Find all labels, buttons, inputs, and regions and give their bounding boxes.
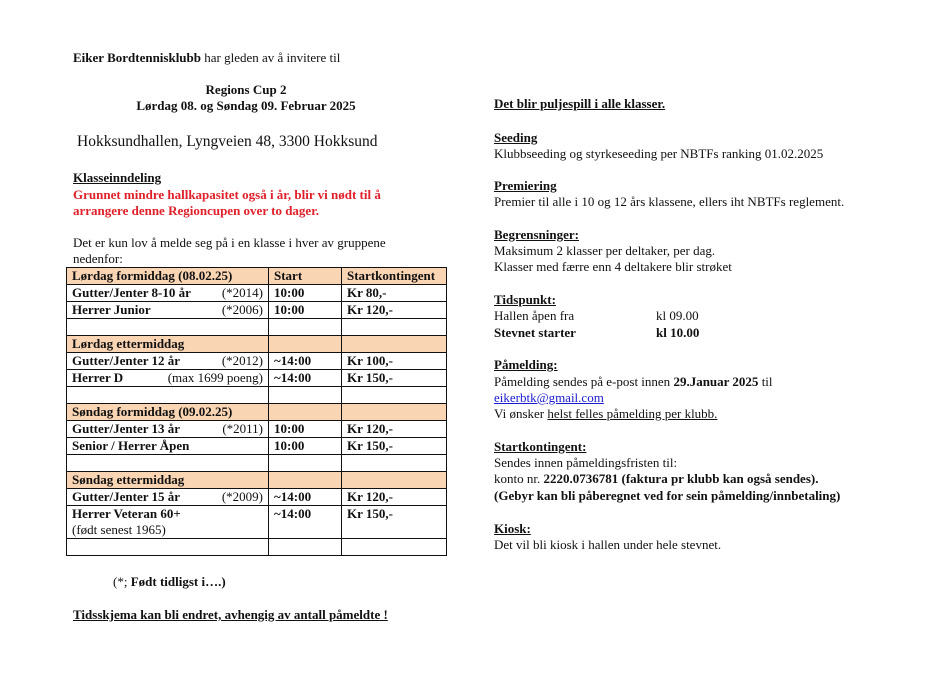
c2-text: 10:00	[274, 285, 305, 300]
warning-line-1: Grunnet mindre hallkapasitet også i år, blir vi nødt til å	[73, 187, 381, 202]
fee-cell	[342, 438, 447, 455]
class-cell	[67, 404, 269, 421]
hall-open-label: Hallen åpen fra	[494, 308, 575, 323]
c2-text: 10:00	[274, 438, 305, 453]
fee-cell	[342, 387, 447, 404]
start-cell	[269, 438, 342, 455]
c3-text: Kr 120,-	[347, 302, 393, 317]
account-line	[494, 471, 818, 487]
class-table	[66, 267, 447, 556]
fee-cell	[342, 455, 447, 472]
start-time: kl 10.00	[656, 325, 700, 340]
c2-text: 10:00	[274, 421, 305, 436]
rule-line-2: nedenfor:	[73, 251, 123, 266]
table-row	[67, 285, 447, 302]
kiosk-heading: Kiosk:	[494, 521, 531, 536]
table-row	[67, 489, 447, 506]
premiering-text: Premier til alle i 10 og 12 års klassene, ellers iht NBTFs reglement.	[494, 194, 845, 209]
footnote-text: Født tidligst i….)	[130, 574, 226, 589]
fee-cell	[342, 421, 447, 438]
email-link[interactable]: eikerbtk@gmail.com	[494, 390, 604, 405]
c1-text: Gutter/Jenter 12 år	[72, 353, 181, 368]
fee-cell	[342, 404, 447, 421]
class-cell	[67, 336, 269, 353]
c3-text: Kr 150,-	[347, 370, 393, 385]
intro-text: har gleden av å invitere til	[201, 50, 341, 65]
klasse-heading: Klasseinndeling	[73, 170, 162, 185]
table-blank-row	[67, 319, 447, 336]
class-subnote: (født senest 1965)	[72, 522, 166, 537]
fee-cell	[342, 319, 447, 336]
begrensninger-heading: Begrensninger:	[494, 227, 579, 242]
c3-text: Kr 120,-	[347, 421, 393, 436]
fee-cell	[342, 489, 447, 506]
start-cell	[269, 455, 342, 472]
class-cell	[67, 268, 269, 285]
c1-text: Herrer Veteran 60+	[72, 506, 181, 521]
start-label: Stevnet starter	[494, 325, 576, 340]
table-group-header	[67, 404, 447, 421]
c3-text: Kr 100,-	[347, 353, 393, 368]
table-blank-row	[67, 455, 447, 472]
table-group-header	[67, 472, 447, 489]
class-cell	[67, 539, 269, 556]
fee-note: (Gebyr kan bli påberegnet ved for sein påmelding/innbetaling)	[494, 488, 841, 503]
begrensninger-text-1: Maksimum 2 klasser per deltaker, per dag.	[494, 243, 716, 258]
c2-text: ~14:00	[274, 489, 312, 504]
kiosk-text: Det vil bli kiosk i hallen under hele stevnet.	[494, 537, 722, 552]
c2-text: ~14:00	[274, 506, 312, 521]
class-cell	[67, 387, 269, 404]
pamelding-text-c: til	[758, 374, 773, 389]
table-row	[67, 421, 447, 438]
table-row	[67, 370, 447, 387]
c3-text: Kr 150,-	[347, 438, 393, 453]
class-cell	[67, 421, 269, 438]
class-cell	[67, 370, 269, 387]
rule-line-1: Det er kun lov å melde seg på i en klasse i hver av gruppene	[73, 235, 386, 250]
seeding-text: Klubbseeding og styrkeseeding per NBTFs ranking 01.02.2025	[494, 146, 824, 161]
table-group-header	[67, 336, 447, 353]
start-cell	[269, 472, 342, 489]
class-cell	[67, 285, 269, 302]
club-entry-a: Vi ønsker	[494, 406, 548, 421]
event-dates: Lørdag 08. og Søndag 09. Februar 2025	[136, 98, 356, 113]
class-cell	[67, 319, 269, 336]
table-blank-row	[67, 387, 447, 404]
intro-line	[73, 50, 340, 66]
start-cell	[269, 268, 342, 285]
c1-text: Søndag formiddag (09.02.25)	[72, 404, 233, 419]
fee-cell	[342, 353, 447, 370]
birth-year-note: (*2014)	[221, 285, 263, 300]
start-cell	[269, 387, 342, 404]
pamelding-text	[494, 374, 773, 390]
class-cell	[67, 353, 269, 370]
c1-text: Senior / Herrer Åpen	[72, 438, 190, 453]
pool-play-note: Det blir puljespill i alle klasser.	[494, 96, 666, 111]
club-entry-note	[494, 406, 717, 422]
start-cell	[269, 506, 342, 539]
class-cell	[67, 489, 269, 506]
startkontingent-text-1: Sendes innen påmeldingsfristen til:	[494, 455, 678, 470]
table-blank-row	[67, 539, 447, 556]
birth-year-note: (*2009)	[221, 489, 263, 504]
schedule-note: Tidsskjema kan bli endret, avhengig av antall påmeldte !	[73, 607, 388, 622]
footnote-prefix: (*;	[113, 574, 131, 589]
footnote	[113, 574, 226, 590]
class-cell	[67, 455, 269, 472]
c1-text: Lørdag formiddag (08.02.25)	[72, 268, 233, 283]
start-cell	[269, 319, 342, 336]
c1-text: Lørdag ettermiddag	[72, 336, 185, 351]
birth-year-note: (max 1699 poeng)	[167, 370, 263, 385]
event-title: Regions Cup 2	[205, 82, 287, 97]
tidspunkt-heading: Tidspunkt:	[494, 292, 556, 307]
start-cell	[269, 404, 342, 421]
start-cell	[269, 539, 342, 556]
account-prefix: konto nr.	[494, 471, 544, 486]
c1-text: Herrer Junior	[72, 302, 151, 317]
table-row	[67, 353, 447, 370]
start-cell	[269, 353, 342, 370]
table-row	[67, 438, 447, 455]
startkontingent-heading: Startkontingent:	[494, 439, 587, 454]
fee-cell	[342, 506, 447, 539]
birth-year-note: (*2012)	[221, 353, 263, 368]
birth-year-note: (*2011)	[222, 421, 263, 436]
c2-text: ~14:00	[274, 353, 312, 368]
fee-cell	[342, 472, 447, 489]
club-entry-b: helst felles påmelding per klubb.	[547, 406, 718, 421]
class-cell	[67, 302, 269, 319]
start-cell	[269, 302, 342, 319]
start-cell	[269, 285, 342, 302]
c1-text: Gutter/Jenter 15 år	[72, 489, 181, 504]
start-cell	[269, 336, 342, 353]
begrensninger-text-2: Klasser med færre enn 4 deltakere blir strøket	[494, 259, 732, 274]
account-number: 2220.0736781 (faktura pr klubb kan også sendes).	[543, 471, 819, 486]
hall-open-time: kl 09.00	[656, 308, 699, 323]
c2-text: 10:00	[274, 302, 305, 317]
c1-text: Gutter/Jenter 8-10 år	[72, 285, 191, 300]
club-name: Eiker Bordtennisklubb	[73, 50, 202, 65]
fee-cell	[342, 285, 447, 302]
pamelding-text-a: Påmelding sendes på e-post innen	[494, 374, 674, 389]
pamelding-heading: Påmelding:	[494, 357, 558, 372]
birth-year-note: (*2006)	[221, 302, 263, 317]
class-cell	[67, 472, 269, 489]
warning-line-2: arrangere denne Regioncupen over to dager.	[73, 203, 320, 218]
venue: Hokksundhallen, Lyngveien 48, 3300 Hokksund	[77, 133, 378, 150]
class-cell	[67, 438, 269, 455]
table-group-header	[67, 268, 447, 285]
start-cell	[269, 370, 342, 387]
fee-cell	[342, 336, 447, 353]
seeding-heading: Seeding	[494, 130, 538, 145]
c3-text: Startkontingent	[347, 268, 436, 283]
fee-cell	[342, 302, 447, 319]
start-cell	[269, 421, 342, 438]
start-cell	[269, 489, 342, 506]
class-cell	[67, 506, 269, 539]
c3-text: Kr 120,-	[347, 489, 393, 504]
table-row	[67, 506, 447, 539]
table-row	[67, 302, 447, 319]
premiering-heading: Premiering	[494, 178, 557, 193]
c1-text: Gutter/Jenter 13 år	[72, 421, 181, 436]
c2-text: ~14:00	[274, 370, 312, 385]
c1-text: Søndag ettermiddag	[72, 472, 185, 487]
fee-cell	[342, 539, 447, 556]
c3-text: Kr 80,-	[347, 285, 387, 300]
c3-text: Kr 150,-	[347, 506, 393, 521]
fee-cell	[342, 268, 447, 285]
fee-cell	[342, 370, 447, 387]
c1-text: Herrer D	[72, 370, 124, 385]
c2-text: Start	[274, 268, 303, 283]
deadline: 29.Januar 2025	[673, 374, 759, 389]
